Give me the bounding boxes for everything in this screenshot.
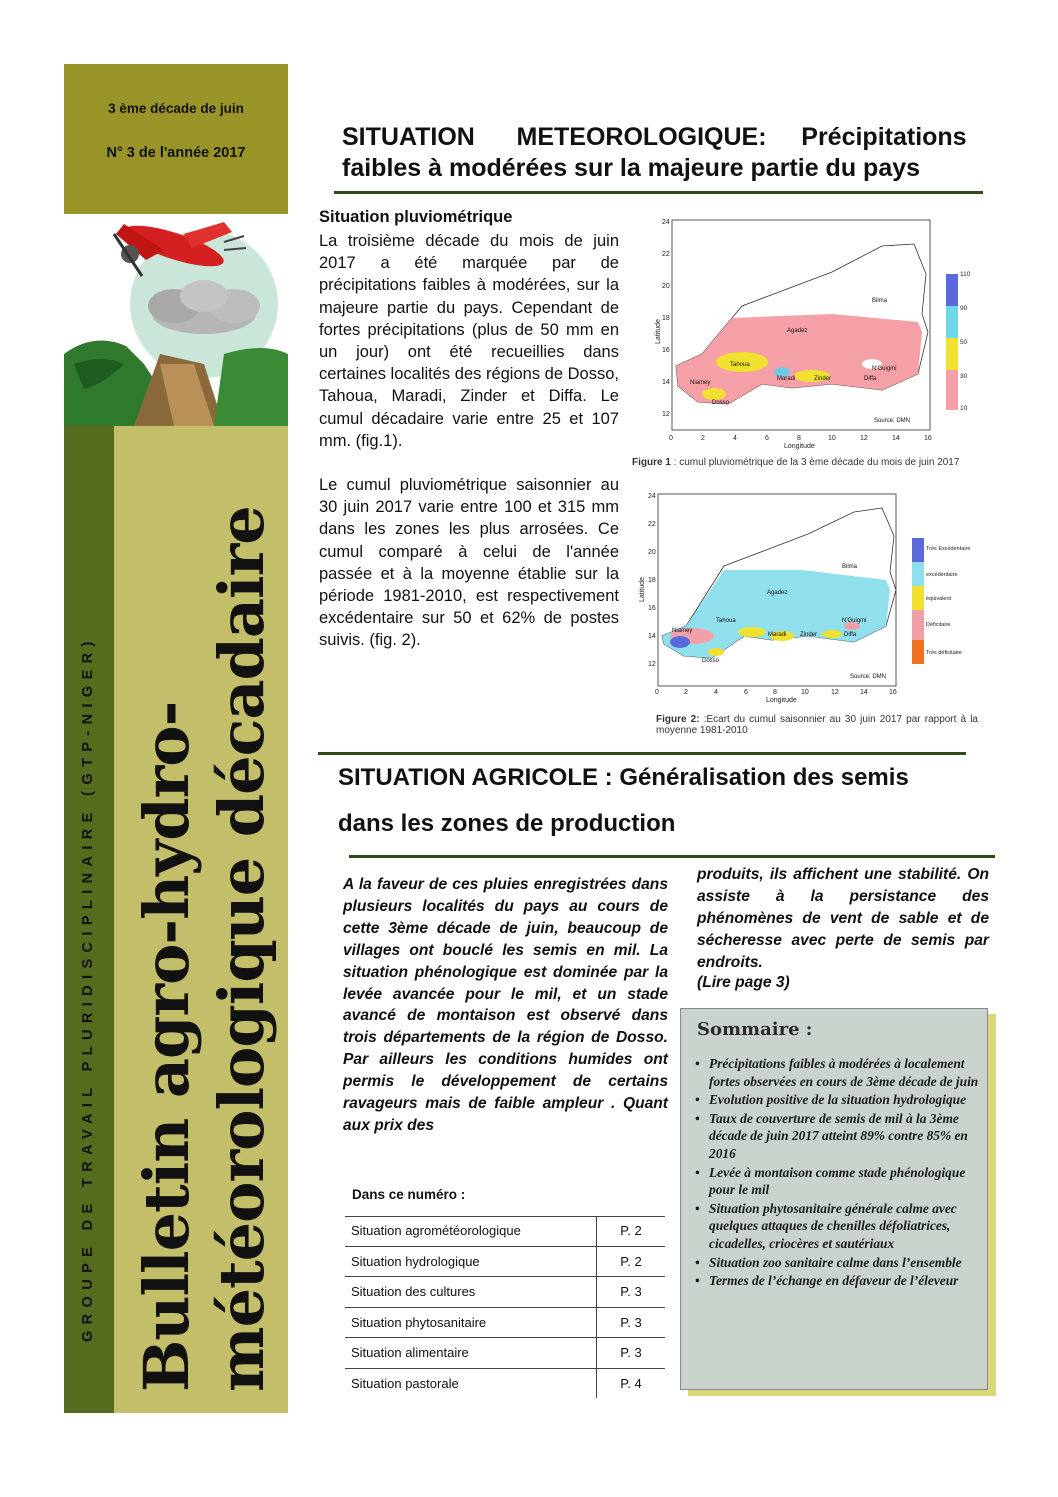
map1-legend: 30 xyxy=(960,373,968,380)
map2-place: Agadez xyxy=(767,590,788,596)
map2-ytick: 18 xyxy=(648,577,656,584)
map2-ylabel: Latitude xyxy=(639,577,646,602)
sommaire-list xyxy=(695,1055,979,1291)
sommaire-item xyxy=(695,1200,979,1253)
map2-legend: Très déficitaire xyxy=(926,650,962,656)
map1-place: Bilma xyxy=(872,298,888,304)
agri-column1: A la faveur de ces pluies enregistrées dans plusieurs localités du pays au cours de cette 3ème décade de juin, beaucoup de villages ont bouclé les semis en mil. La situation phénologique est dominée par la levée avancée pour le mil, et un stade avancé de montaison est observé dans trois départements de la région de Dosso. Par ailleurs les conditions humides ont permis le développement de certains ravageurs mais de faible ampleur . Quant aux prix des xyxy=(343,876,668,1134)
masthead-title-line2: météorologique décadaire xyxy=(205,506,278,1392)
figure2-caption xyxy=(656,714,978,736)
toc-label: Situation alimentaire xyxy=(345,1338,597,1369)
map1-legend: 90 xyxy=(960,305,968,312)
agri-read-more: (Lire page 3) xyxy=(697,974,790,991)
toc-page: P. 3 xyxy=(597,1277,666,1308)
map2-place: Bilma xyxy=(842,564,858,570)
sommaire-item-text: Levée à montaison comme stade phénologique pour le mil xyxy=(709,1164,966,1198)
map2-source: Source: DMN xyxy=(850,674,887,680)
toc-label: Situation hydrologique xyxy=(345,1246,597,1277)
bullet-icon: • xyxy=(695,1200,700,1216)
sommaire-item xyxy=(695,1164,979,1199)
map2-place: Dosso xyxy=(702,658,720,664)
map2-ytick: 14 xyxy=(648,633,656,640)
map1-xtick: 8 xyxy=(797,435,801,442)
map1-xtick: 10 xyxy=(828,435,836,442)
toc-row xyxy=(345,1246,665,1277)
bullet-icon: • xyxy=(695,1110,700,1126)
toc-label: Situation phytosanitaire xyxy=(345,1307,597,1338)
sommaire-item-text: Evolution positive de la situation hydrologique xyxy=(709,1092,967,1108)
map2-place: Niamey xyxy=(672,628,693,634)
meteo-subheading: Situation pluviométrique xyxy=(319,208,513,226)
map1-place: Tahoua xyxy=(730,362,750,368)
bullet-icon: • xyxy=(695,1273,700,1289)
map2-place: N'Guigmi xyxy=(842,618,867,624)
map1-xtick: 16 xyxy=(924,435,932,442)
map1-ytick: 18 xyxy=(662,315,670,322)
sommaire-box xyxy=(680,1008,988,1390)
toc-page: P. 3 xyxy=(597,1338,666,1369)
figure2-map xyxy=(632,486,972,706)
map1-ytick: 16 xyxy=(662,347,670,354)
map2-ytick: 12 xyxy=(648,661,656,668)
map2-xtick: 8 xyxy=(773,689,777,696)
map1-xlabel: Longitude xyxy=(784,443,815,450)
toc-row xyxy=(345,1338,665,1369)
map1-xtick: 4 xyxy=(733,435,737,442)
toc-row xyxy=(345,1368,665,1398)
map1-legend: 110 xyxy=(960,271,971,278)
toc-label: Situation des cultures xyxy=(345,1277,597,1308)
sommaire-item xyxy=(695,1055,979,1090)
map2-legend: excédentaire xyxy=(926,572,958,578)
meteo-heading-line2: faibles à modérées sur la majeure partie du pays xyxy=(342,154,921,182)
map2-place: Zinder xyxy=(800,632,818,638)
toc-table xyxy=(345,1216,665,1398)
sommaire-item-text: Taux de couverture de semis de mil à la 3ème décade de juin 2017 atteint 89% contre 85% en 2016 xyxy=(709,1110,968,1161)
masthead-issue-panel xyxy=(64,64,288,214)
figure2-caption-text: :Ecart du cumul saisonnier au 30 juin 2017 par rapport à la moyenne 1981-2010 xyxy=(656,714,978,736)
masthead-issue: N° 3 de l'année 2017 xyxy=(106,145,246,161)
map2-ytick: 22 xyxy=(648,521,656,528)
map1-legend: 50 xyxy=(960,339,968,346)
logo-illustration xyxy=(64,214,288,426)
map2-legend: Très Excédentaire xyxy=(926,546,971,552)
crop-plane-logo xyxy=(64,214,288,426)
sommaire-item xyxy=(695,1110,979,1163)
map2-place: Diffa xyxy=(844,632,857,638)
agri-heading-line2: dans les zones de production xyxy=(338,810,676,837)
toc-row xyxy=(345,1277,665,1308)
masthead-group: GROUPE DE TRAVAIL PLURIDISCIPLINAIRE (GTP-NIGER) xyxy=(80,635,96,1342)
masthead-decade: 3 ème décade de juin xyxy=(108,101,244,116)
map1-place: Agadez xyxy=(787,328,808,334)
map2-xtick: 14 xyxy=(860,689,868,696)
figure1-map xyxy=(632,214,972,452)
map1-place: Dosso xyxy=(712,400,730,406)
map2-legend: équivalent xyxy=(926,596,952,602)
sommaire-item-text: Situation zoo sanitaire calme dans l’ensemble xyxy=(709,1254,962,1270)
map1-place: Maradi xyxy=(777,376,796,382)
bullet-icon: • xyxy=(695,1164,700,1180)
map2-xtick: 6 xyxy=(744,689,748,696)
agri-top-rule xyxy=(318,752,966,755)
map1-ytick: 20 xyxy=(662,283,670,290)
map2-legend: Déficitaire xyxy=(926,622,951,628)
toc-label: Situation agrométéorologique xyxy=(345,1216,597,1246)
map1-place: N'Guigmi xyxy=(872,366,897,372)
map1-legend: 10 xyxy=(960,405,968,412)
toc-row xyxy=(345,1216,665,1246)
figure1-caption xyxy=(632,457,978,468)
meteo-para1: La troisième décade du mois de juin 2017 a été marquée par de précipitations faibles à modérées, sur la majeure partie du pays. Cependant de fortes précipitations (plus de 50 mm en un jour) ont été recueillies dans certaines localités des régions de Dosso, Tahoua, Maradi, Zinder et Diffa. Le cumul décadaire varie entre 25 et 107 mm. (fig.1). xyxy=(319,232,619,450)
map2-xtick: 2 xyxy=(684,689,688,696)
toc-title: Dans ce numéro : xyxy=(352,1187,466,1202)
map2-xtick: 4 xyxy=(714,689,718,696)
sommaire-item-text: Précipitations faibles à modérées à localement fortes observées en cours de 3ème décade de juin xyxy=(709,1056,979,1089)
toc-row xyxy=(345,1307,665,1338)
map2-place: Maradi xyxy=(768,632,787,638)
sommaire-title: Sommaire : xyxy=(697,1019,813,1040)
bullet-icon: • xyxy=(695,1056,700,1071)
toc-page: P. 4 xyxy=(597,1368,666,1398)
map2-xtick: 10 xyxy=(801,689,809,696)
map1-place: Zinder xyxy=(814,376,832,382)
map1-xtick: 0 xyxy=(669,435,673,442)
toc-page: P. 2 xyxy=(597,1246,666,1277)
bullet-icon: • xyxy=(695,1092,700,1108)
agri-heading-rule xyxy=(349,855,995,858)
sommaire-item xyxy=(695,1091,979,1109)
map1-source: Source: DMN xyxy=(874,418,911,424)
meteo-heading-rule xyxy=(334,191,983,194)
agri-column2: produits, ils affichent une stabilité. On assiste à la persistance des phénomènes de vent de sable et de sécheresse avec perte de semis par endroits. xyxy=(697,866,989,971)
toc-page: P. 3 xyxy=(597,1307,666,1338)
map2-xtick: 16 xyxy=(889,689,897,696)
map1-xtick: 6 xyxy=(765,435,769,442)
map1-ytick: 14 xyxy=(662,379,670,386)
map1-place: Diffa xyxy=(864,376,877,382)
sommaire-item-text: Situation phytosanitaire générale calme avec quelques attaques de chenilles défoliatrices, cicadelles, criocères et sautériaux xyxy=(709,1200,957,1251)
toc-label: Situation pastorale xyxy=(351,1375,459,1391)
map2-xtick: 12 xyxy=(831,689,839,696)
map2-ytick: 24 xyxy=(648,493,656,500)
sommaire-item-text: Termes de l’échange en défaveur de l’éleveur xyxy=(709,1273,959,1289)
map1-xtick: 12 xyxy=(860,435,868,442)
map2-xlabel: Longitude xyxy=(766,697,797,704)
meteo-heading-line1: SITUATION METEOROLOGIQUE: Précipitations xyxy=(342,123,967,151)
map1-place: Niamey xyxy=(690,380,711,386)
map1-ytick: 22 xyxy=(662,251,670,258)
map1-ytick: 12 xyxy=(662,411,670,418)
map1-xtick: 14 xyxy=(892,435,900,442)
map2-ytick: 20 xyxy=(648,549,656,556)
map1-ytick: 24 xyxy=(662,219,670,226)
map1-xtick: 2 xyxy=(701,435,705,442)
bullet-icon: • xyxy=(695,1254,700,1270)
meteo-para2: Le cumul pluviométrique saisonnier au 30 juin 2017 varie entre 100 et 315 mm dans les zones les plus arrosées. Ce cumul comparé à celui de l'année passée et à la moyenne établie sur la période 1981-2010, est respectivement excédentaire sur 50 et 62% de postes suivis. (fig. 2). xyxy=(319,476,619,650)
figure1-label: Figure 1 xyxy=(632,457,671,468)
masthead-title-line1: Bulletin agro-hydro- xyxy=(130,701,203,1392)
toc-page: P. 2 xyxy=(597,1216,666,1246)
sommaire-item xyxy=(695,1272,979,1290)
sommaire-item xyxy=(695,1254,979,1272)
map2-place: Tahoua xyxy=(716,618,736,624)
figure2-label: Figure 2: xyxy=(656,714,700,725)
figure1-caption-text: : cumul pluviométrique de la 3 ème décade du mois de juin 2017 xyxy=(670,457,960,468)
agri-heading-line1: SITUATION AGRICOLE : Généralisation des semis xyxy=(338,764,909,791)
map2-ytick: 16 xyxy=(648,605,656,612)
map1-ylabel: Latitude xyxy=(655,319,662,344)
map2-xtick: 0 xyxy=(655,689,659,696)
